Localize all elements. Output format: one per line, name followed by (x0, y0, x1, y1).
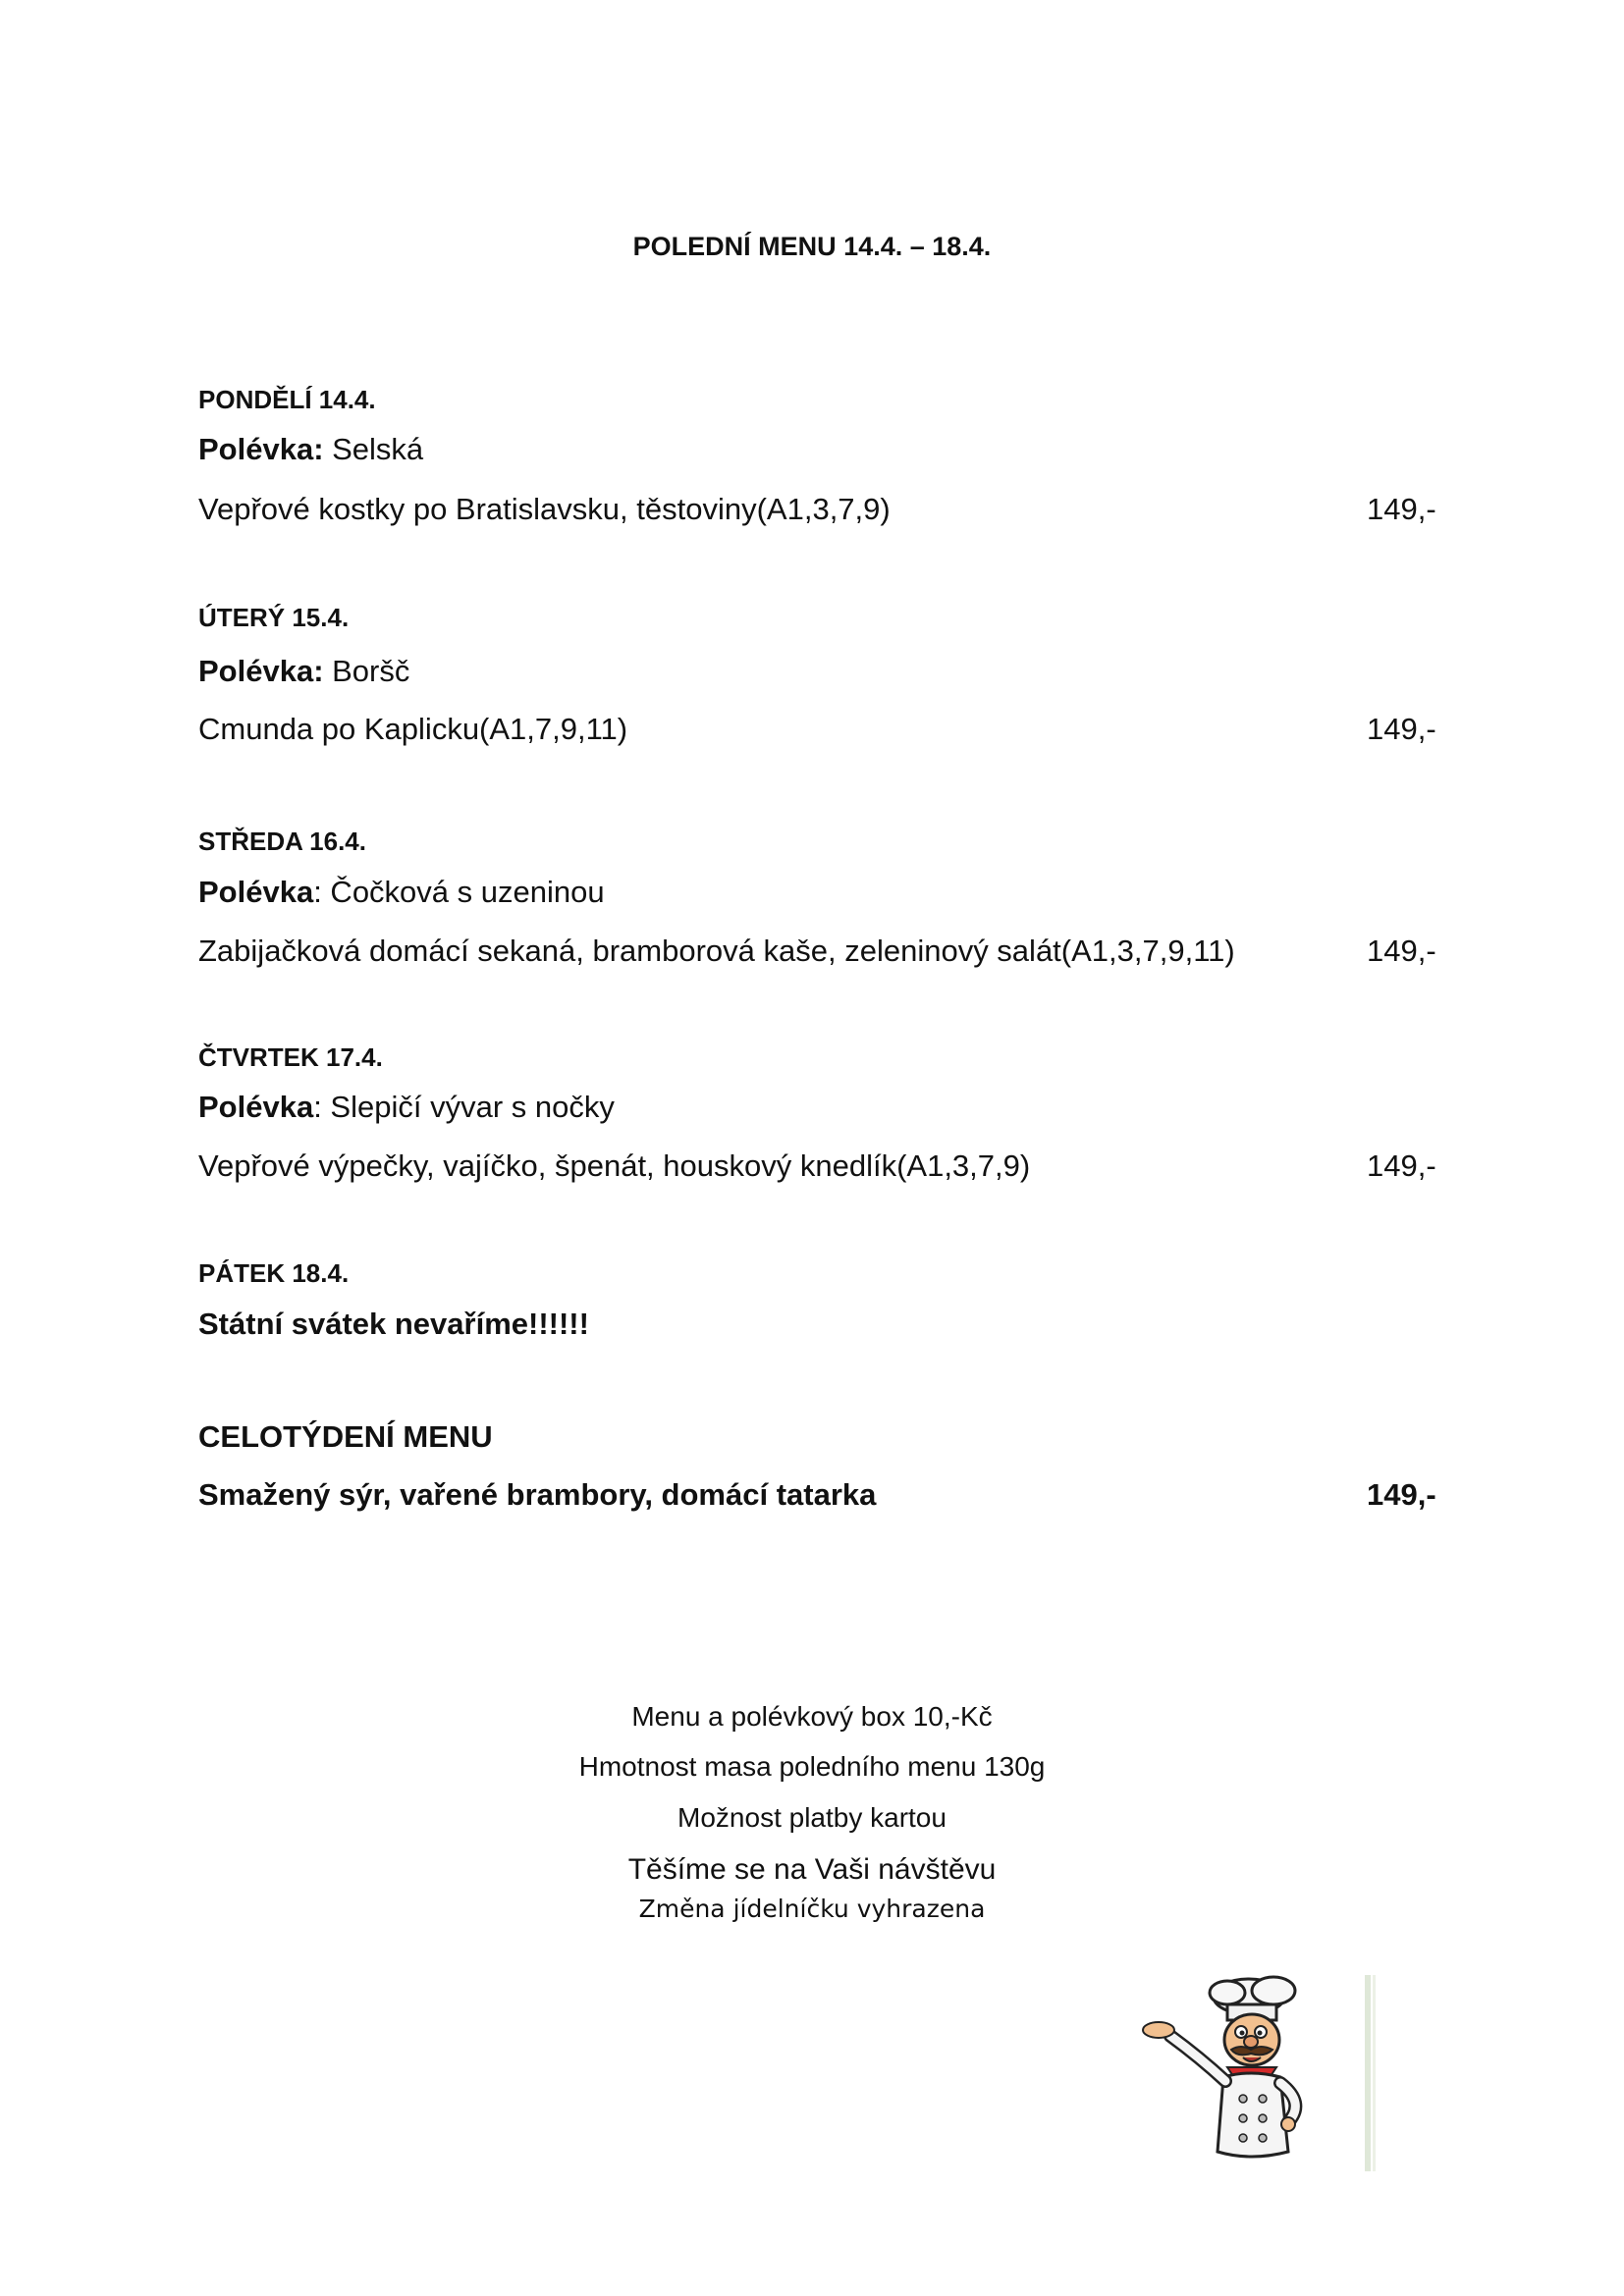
holiday-notice: Státní svátek nevaříme!!!!!! (198, 1307, 589, 1341)
dish-tuesday: Cmunda po Kaplicku(A1,7,9,11) (198, 712, 628, 746)
day-heading-thursday: ČTVRTEK 17.4. (198, 1042, 383, 1072)
soup-line-wednesday (198, 875, 605, 910)
weekly-menu-heading: CELOTÝDENÍ MENU (198, 1419, 493, 1454)
note-welcome: Těšíme se na Vaši návštěvu (627, 1853, 997, 1886)
soup-line-monday (198, 432, 423, 467)
weekly-dish: Smažený sýr, vařené brambory, domácí tatarka (198, 1477, 877, 1512)
day-heading-wednesday: STŘEDA 16.4. (198, 827, 366, 856)
soup-label: Polévka (198, 875, 314, 909)
day-heading-friday: PÁTEK 18.4. (198, 1258, 350, 1288)
note-box-fee: Menu a polévkový box 10,-Kč (631, 1701, 993, 1732)
dish-monday: Vepřové kostky po Bratislavsku, těstoviny(A1,3,7,9) (198, 492, 891, 526)
dish-thursday: Vepřové výpečky, vajíčko, špenát, houskový knedlík(A1,3,7,9) (198, 1148, 1031, 1183)
dish-wednesday: Zabijačková domácí sekaná, bramborová kaše, zeleninový salát(A1,3,7,9,11) (198, 934, 1235, 968)
price-thursday: 149,- (1367, 1148, 1436, 1183)
chef-cartoon-icon (1141, 1975, 1386, 2171)
day-heading-tuesday: ÚTERÝ 15.4. (198, 603, 350, 632)
soup-line-tuesday (198, 654, 409, 689)
soup-line-thursday (198, 1090, 615, 1125)
soup-label: Polévka: (198, 432, 324, 466)
price-wednesday: 149,- (1367, 934, 1436, 968)
weekly-price: 149,- (1367, 1477, 1436, 1512)
note-card-payment: Možnost platby kartou (677, 1802, 947, 1833)
soup-name: Selská (323, 432, 424, 466)
soup-label: Polévka: (198, 654, 324, 688)
soup-name: : Slepičí vývar s nočky (313, 1090, 615, 1124)
note-meat-weight: Hmotnost masa poledního menu 130g (578, 1751, 1046, 1782)
price-monday: 149,- (1367, 492, 1436, 526)
soup-label: Polévka (198, 1090, 314, 1124)
day-heading-monday: PONDĚLÍ 14.4. (198, 385, 376, 414)
soup-name: Boršč (323, 654, 410, 688)
note-menu-change: Změna jídelníčku vyhrazena (638, 1895, 986, 1923)
menu-title: POLEDNÍ MENU 14.4. – 18.4. (632, 232, 992, 261)
price-tuesday: 149,- (1367, 712, 1436, 746)
soup-name: : Čočková s uzeninou (313, 875, 605, 909)
